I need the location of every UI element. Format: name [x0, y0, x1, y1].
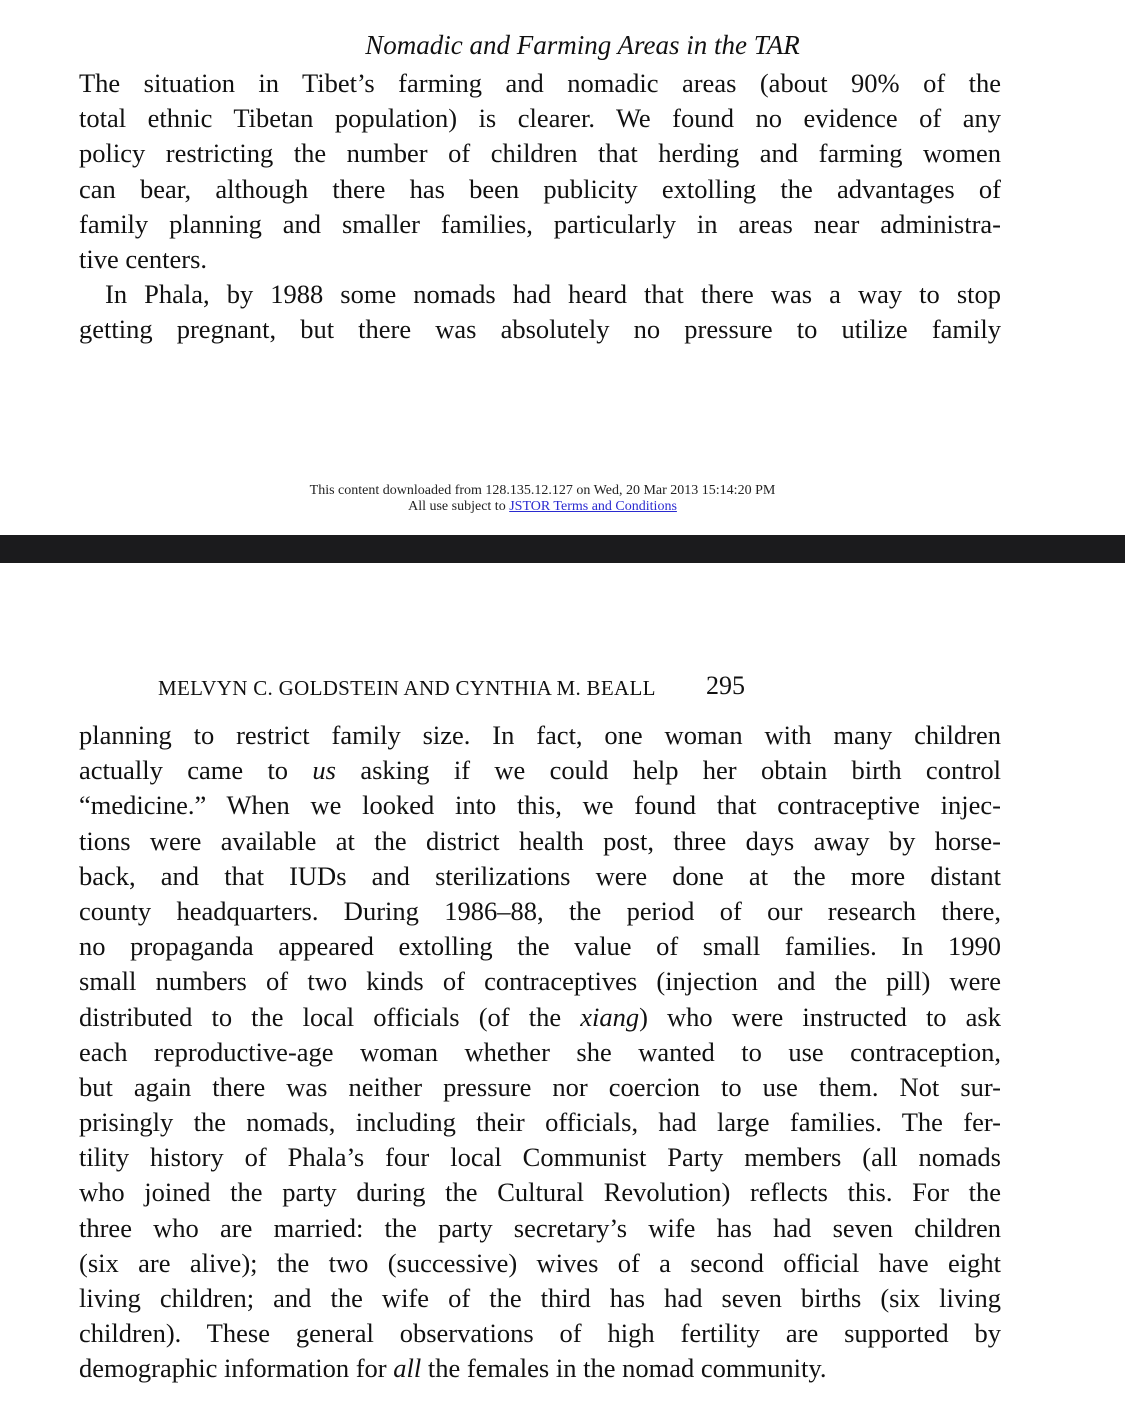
text-line: three who are married: the party secretary’s wife has had seven children: [79, 1212, 1001, 1243]
body-text-top: [79, 66, 1001, 348]
download-notice: This content downloaded from 128.135.12.127 on Wed, 20 Mar 2013 15:14:20 PM: [309, 483, 776, 498]
section-heading: Nomadic and Farming Areas in the TAR: [365, 30, 800, 60]
terms-prefix: All use subject to: [408, 499, 510, 514]
text-line: (six are alive); the two (successive) wives of a second official have eight: [79, 1247, 1001, 1278]
text-line: each reproductive-age woman whether she wanted to use contraception,: [79, 1036, 1001, 1067]
text-line: but again there was neither pressure nor coercion to use them. Not sur-: [79, 1071, 1001, 1102]
jstor-footer: [0, 483, 1085, 515]
text-line: county headquarters. During 1986–88, the period of our research there,: [79, 895, 1001, 926]
pdf-page-bottom: [0, 563, 1125, 1403]
text-line: children). These general observations of high fertility are supported by: [79, 1318, 1001, 1349]
text-line: distributed to the local officials (of the xiang) who were instructed to ask: [79, 1001, 1001, 1032]
text-line: The situation in Tibet’s farming and nomadic areas (about 90% of the: [79, 68, 1001, 98]
terms-notice: [0, 499, 1085, 515]
text-line: planning to restrict family size. In fact, one woman with many children: [79, 720, 1001, 750]
pdf-page-top: [0, 0, 1125, 535]
text-line: demographic information for all the females in the nomad community.: [79, 1353, 827, 1384]
page-number: 295: [706, 671, 745, 700]
text-line: can bear, although there has been publicity extolling the advantages of: [79, 173, 1001, 204]
text-line: In Phala, by 1988 some nomads had heard that there was a way to stop: [105, 279, 1001, 310]
text-line: total ethnic Tibetan population) is clearer. We found no evidence of any: [79, 103, 1001, 134]
emphasis: all: [393, 1353, 422, 1384]
text-line: tility history of Phala’s four local Communist Party members (all nomads: [79, 1142, 1001, 1173]
emphasis: xiang: [580, 1001, 640, 1032]
text-line: tive centers.: [79, 243, 208, 274]
text-line: who joined the party during the Cultural Revolution) reflects this. For the: [79, 1177, 1001, 1208]
text-line: back, and that IUDs and sterilizations were done at the more distant: [79, 860, 1001, 891]
text-line: getting pregnant, but there was absolutely no pressure to utilize family: [79, 314, 1001, 345]
emphasis: us: [312, 755, 336, 786]
text-line: actually came to us asking if we could help her obtain birth control: [79, 755, 1001, 786]
text-line: prisingly the nomads, including their officials, had large families. The fer-: [79, 1107, 1001, 1138]
text-line: tions were available at the district health post, three days away by horse-: [79, 825, 1001, 856]
text-line: no propaganda appeared extolling the value of small families. In 1990: [79, 931, 1001, 962]
jstor-terms-link[interactable]: JSTOR Terms and Conditions: [509, 499, 677, 514]
text-line: “medicine.” When we looked into this, we found that contraceptive injec-: [79, 790, 1001, 821]
running-head: MELVYN C. GOLDSTEIN AND CYNTHIA M. BEALL: [158, 676, 656, 700]
page-separator: [0, 535, 1125, 563]
text-line: living children; and the wife of the third has had seven births (six living: [79, 1283, 1001, 1313]
text-line: small numbers of two kinds of contraceptives (injection and the pill) were: [79, 966, 1001, 997]
text-line: policy restricting the number of children that herding and farming women: [79, 138, 1001, 169]
text-line: family planning and smaller families, particularly in areas near administra-: [79, 208, 1001, 239]
body-text-bottom: [79, 718, 1001, 1387]
